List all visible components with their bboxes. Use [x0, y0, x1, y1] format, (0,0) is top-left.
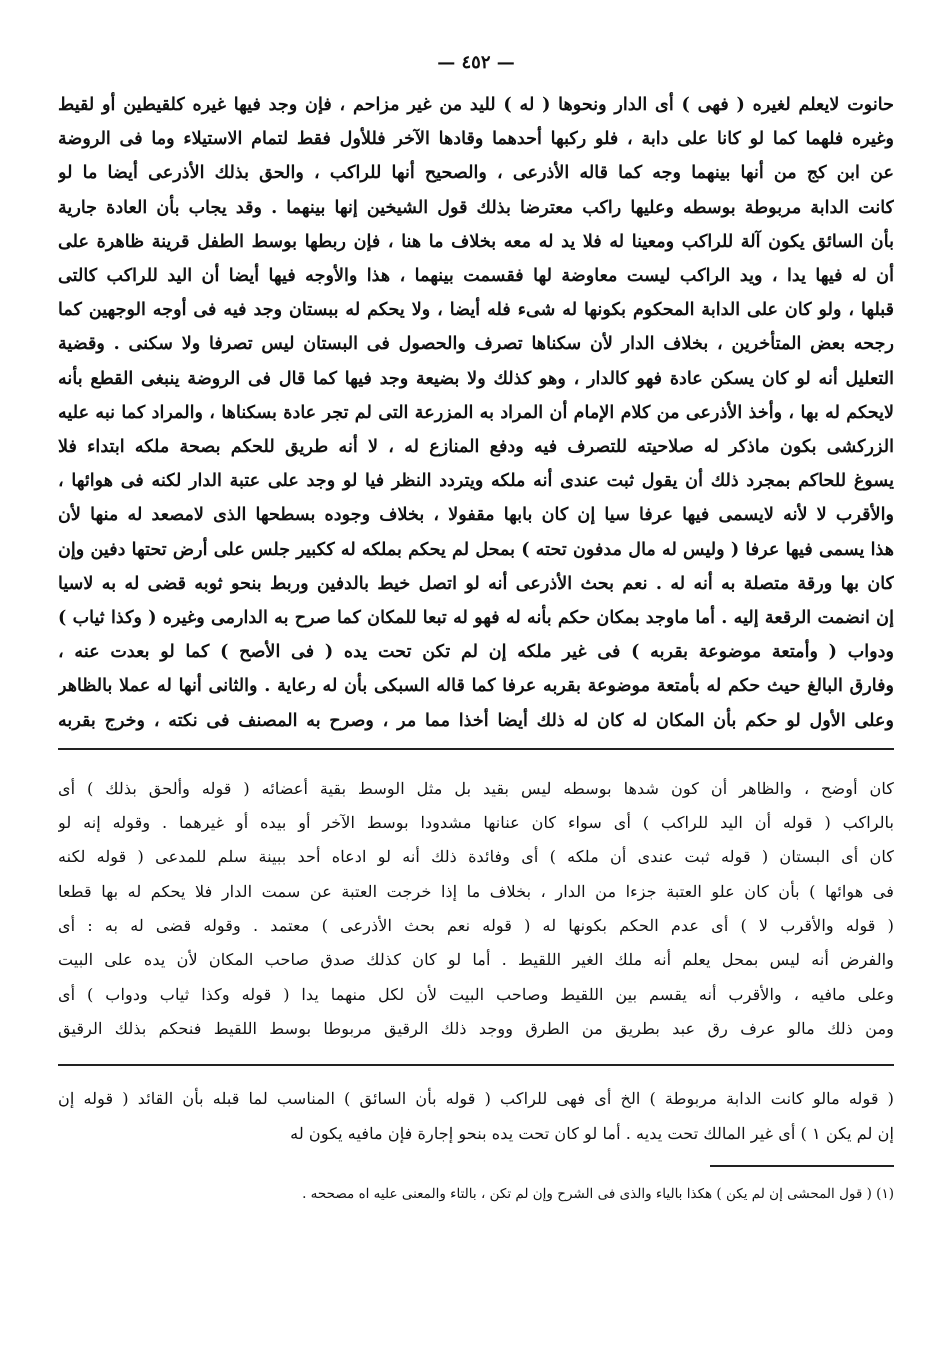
commentary-line: إن لم يكن ١ ) أى غير المالك تحت يديه . أما لو كان تحت يده بنحو إجارة فإن مافيه يكون له — [290, 1123, 894, 1143]
commentary-block-2 — [58, 1082, 894, 1151]
commentary-block-1 — [58, 772, 894, 1046]
section-divider — [58, 748, 894, 750]
commentary-line: فى هوائها ) بأن كان علو العتبة جزءا من الدار ، بخلاف ما إذا خرجت العتبة عن سمت الدار فلا يحكم له بها قطعا — [58, 881, 894, 901]
page-number: — ٤٥٢ — — [437, 52, 515, 73]
page — [58, 48, 894, 1205]
main-text-line: الزركشى بكون ماذكر له صلاحيته للتصرف فيه ودفع المنازع له ، لا أنه طريق للحكم بصحة ملكه ابتداء فلا — [58, 436, 894, 458]
commentary-line: ( قوله مالو كانت الدابة مربوطة ) الخ أى فهى للراكب ( قوله بأن السائق ) المناسب لما قبله بأن القائد ( قوله إن — [58, 1089, 894, 1109]
section-divider — [58, 1064, 894, 1066]
main-text-line: والأقرب لا لأنه لايسمى فيها عرفا سيا إن كان بابها مقفولا ، بخلاف وجوده بسطحها الذى لامصعد له منها لأن — [58, 504, 894, 526]
main-text-line: أن له فيها يدا ، ويد الراكب ليست معاوضة لها فقسمت بينهما ، هذا والأوجه فيها أيضا أن اليد للراكب كالتى — [58, 265, 894, 287]
commentary-line: ومن ذلك مالو عرف رق عبد بطريق من الطرق ووجد ذلك الرقيق مربوطا بوسط اللقيط فنحكم بذلك الرقيق — [58, 1018, 894, 1038]
footnote: (١) ( قول المحشى إن لم يكن ) هكذا بالياء والذى فى الشرح وإن لم تكن ، بالتاء والمعنى عليه اه مصححه . — [302, 1185, 894, 1202]
main-text-line: هذا يسمى فيها عرفا ( وليس له مال مدفون تحته ) بمحل لم يحكم بملكه له ككبير جلس على أرض تحتها دفين وإن — [58, 538, 894, 560]
commentary-line: بالراكب ( قوله أن اليد للراكب ) أى سواء كان عنانها مشدودا بوسط الآخر أو بيده أو غيرهما . وقوله إنه لو — [58, 813, 894, 833]
main-text-line: وفارق البالغ حيث حكم له بأمتعة موضوعة بقربه عرفا كما قاله السبكى بأن له رعاية . والثانى أنها له عملا بالظاهر — [58, 675, 894, 697]
main-text-line: قبلها ، ولو كان على الدابة المحكوم بكونها له شىء فله أيضا ، ولا يحكم له ببستان وجد فيه فى أوجه الوجهين كما — [58, 299, 894, 321]
footnote-divider — [710, 1165, 894, 1167]
commentary-line: كان أوضح ، والظاهر أن كون شدها بوسطه ليس بقيد بل مثل الوسط بقية أعضائه ( قوله وألحق بذلك ) أى — [58, 778, 894, 798]
main-text-line: وعلى الأول لو حكم بأن المكان له كان له ذلك أيضا أخذا مما مر ، وصرح به المصنف فى نكته ، وخرج بقربه — [58, 709, 894, 731]
main-text-line: رجحه بعض المتأخرين ، بخلاف الدار لأن سكناها تصرف والحصول فى البستان ليس تصرفا ولا سكنى . وقضية — [58, 333, 894, 355]
main-text-line: كانت الدابة مربوطة بوسطه وعليها راكب معترضا بذلك قول الشيخين إنها بينهما . وقد يجاب بأن العادة جارية — [58, 196, 894, 218]
main-text — [58, 88, 894, 738]
main-text-line: حانوت لايعلم لغيره ( فهى ) أى الدار ونحوها ( له ) لليد من غير مزاحم ، فإن وجد فيها غيره كلقيطين أو لقيط — [58, 94, 894, 115]
commentary-line: ( قوله والأقرب لا ) أى عدم الحكم بكونها له ( قوله نعم بحث الأذرعى ) معتمد . وقوله قضى له به : أى — [58, 916, 894, 936]
main-text-line: كان بها ورقة متصلة به أنه له . نعم بحث الأذرعى أنه لو اتصل خيط بالدفين وربط بنحو ثوبه قضى له به لاسيا — [58, 572, 894, 594]
commentary-line: كان أى البستان ( قوله ثبت عندى أن ملكه ) أى وفائدة ذلك أنه لو ادعاه أحد ببينة سلم للمدعى ( قوله لكنه — [58, 847, 894, 867]
commentary-line: والفرض أنه ليس بمحل يعلم أنه ملك الغير اللقيط . أما لو كان كذلك صدق صاحب المكان لأن يده على البيت — [58, 950, 894, 970]
commentary-line: وعلى مافيه ، والأقرب أنه يقسم بين اللقيط وصاحب البيت لأن لكل منهما يدا ( قوله وكذا ثياب ودواب ) أى — [58, 984, 894, 1004]
main-text-line: لايحكم له بها ، وأخذ الأذرعى من كلام الإمام أن المراد به المزرعة التى لم تجر عادة بسكناها ، والمراد كما نبه عليه — [58, 401, 894, 423]
main-text-line: إن انضمت الرقعة إليه . أما ماوجد بمكان حكم بأنه له فهو له تبعا للمكان كما صرح به الدارمى وغيره ( وكذا ثياب ) — [58, 607, 894, 629]
main-text-line: عن ابن كج من أنها بينهما وجه كما قاله الأذرعى ، والصحيح أنها للراكب ، والحق بذلك الأذرعى أيضا ما لو — [58, 162, 894, 184]
main-text-line: التعليل أنه لو كان يسكن عادة فهو كالدار ، وهو كذلك ولا بضيعة وجد فيها كما قال فى الروضة ينبغى القطع بأنه — [58, 367, 894, 389]
main-text-line: وغيره فلهما كما لو كانا على دابة ، فلو ركبها أحدهما وقادها الآخر فللأول فقط لتمام الاستيلاء وما فى الروضة — [58, 128, 894, 150]
main-text-line: يسوغ للحاكم بمجرد ذلك أن يقول ثبت عندى أنه ملكه ويتردد النظر فيا لو وجد على عتبة الدار لكنه فى هوائها ، — [58, 470, 894, 492]
main-text-line: ودواب ( وأمتعة موضوعة بقربه ) فى غير ملكه إن لم تكن تحت يده ( فى الأصح ) كما لو بعدت عنه ، — [58, 641, 894, 663]
main-text-line: بأن السائق يكون آلة للراكب ومعينا له فلا يد له معه بخلاف ما هنا ، فإن ربطها بوسط الطفل قرينة ظاهرة على — [58, 230, 894, 252]
